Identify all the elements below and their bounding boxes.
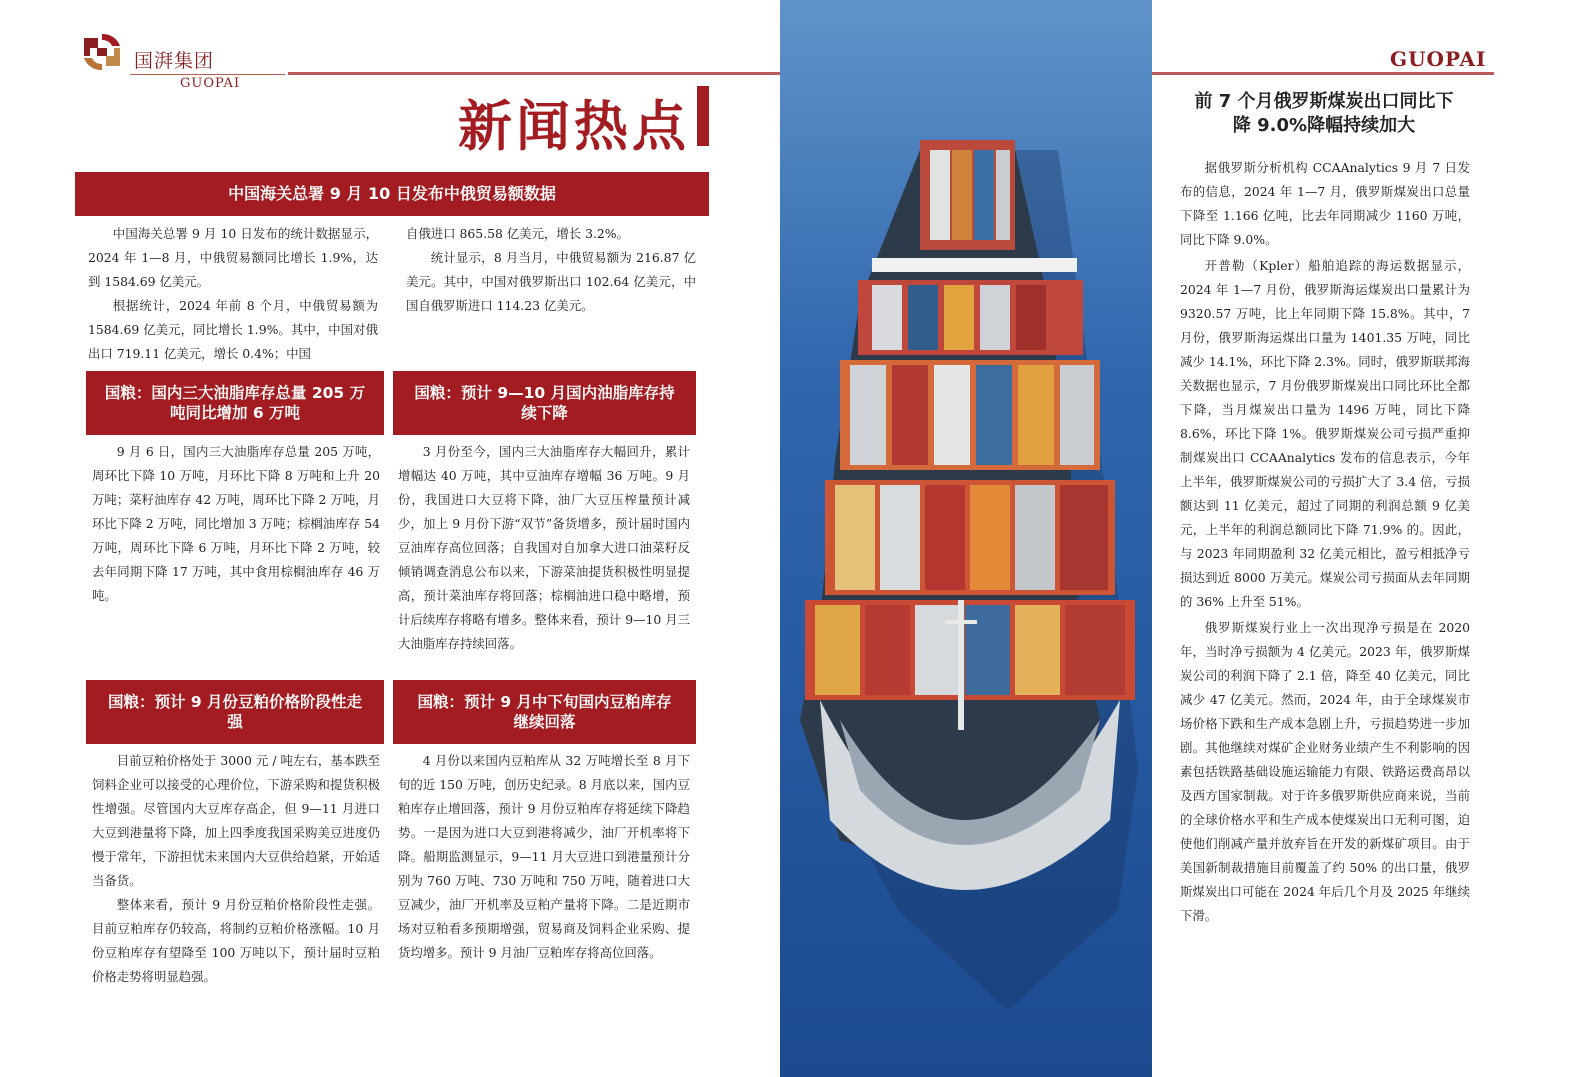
article-1-col-1	[88, 222, 378, 366]
article-5-body	[398, 749, 690, 965]
article-1-col-2	[406, 222, 696, 318]
header-rule-right	[1152, 72, 1494, 75]
brand-name-en: GUOPAI	[180, 76, 241, 91]
article-6-title-line-1: 前 7 个月俄罗斯煤炭出口同比下	[1194, 91, 1454, 112]
paragraph: 开普勒（Kpler）船舶追踪的海运数据显示，2024 年 1—7 月份，俄罗斯海运煤炭出口量累计为 9320.57 万吨，比上年同期下降 15.8%。其中，7 月份，俄罗斯海运煤出口量为 1401.35 万吨，同比减少 14.1%，环比下降 2.3%。同时，俄罗斯联邦海关数据也显示，7 月份俄罗斯煤炭出口同比环比全都下降，当月煤炭出口量为 1496 万吨，同比下降 8.6%，环比下降 1%。俄罗斯煤炭公司亏损严重抑制煤炭出口 CCAAnalytics 发布的信息表示，今年上半年，俄罗斯煤炭公司的亏损扩大了 3.4 倍，亏损额达到 11 亿美元，超过了同期的利润总额 9 亿美元，上半年的利润总额同比下降 71.9% 的。因此，与 2023 年同期盈利 32 亿美元相比，盈亏相抵净亏损达到近 8000 万美元。煤炭公司亏损面从去年同期的 36% 上升至 51%。	[1180, 258, 1470, 609]
article-3-body	[398, 440, 690, 656]
paragraph: 4 月份以来国内豆粕库从 32 万吨增长至 8 月下旬的近 150 万吨，创历史纪录。8 月底以来，国内豆粕库存止增回落，预计 9 月份豆粕库存将延续下降趋势。一是因为进口大豆到港将减少，油厂开机率将下降。船期监测显示，9—11 月大豆进口到港量预计分别为 760 万吨、730 万吨和 750 万吨，随着进口大豆减少，油厂开机率及豆粕产量将下降。二是近期市场对豆粕看多预期增强，贸易商及饲料企业采购、提货均增多。预计 9 月油厂豆粕库存将高位回落。	[398, 753, 690, 960]
paragraph: 据俄罗斯分析机构 CCAAnalytics 9 月 7 日发布的信息，2024 年 1—7 月，俄罗斯煤炭出口总量下降至 1.166 亿吨，比去年同期减少 1160 万吨，同比下降 9.0%。	[1180, 160, 1470, 247]
header-rule-thin	[130, 74, 285, 75]
article-2-body	[92, 440, 380, 608]
article-1-title: 中国海关总署 9 月 10 日发布中俄贸易额数据	[228, 183, 556, 203]
guopai-logo-icon	[80, 32, 124, 72]
brand-name-cn: 国湃集团	[134, 50, 215, 72]
article-4-title-line-2: 强	[227, 713, 243, 731]
paragraph: 中国海关总署 9 月 10 日发布的统计数据显示，2024 年 1—8 月，中俄贸易额同比增长 1.9%，达到 1584.69 亿美元。	[88, 226, 378, 289]
article-6-title	[1178, 90, 1470, 138]
brand-name-right: GUOPAI	[1390, 47, 1487, 71]
article-1-title-banner	[75, 172, 709, 216]
article-6-title-line-2: 降 9.0%降幅持续加大	[1232, 115, 1416, 136]
article-2-title-line-2: 吨同比增加 6 万吨	[169, 404, 301, 422]
article-2-title-banner	[86, 371, 384, 435]
article-4-body	[92, 749, 380, 989]
container-ship-photo	[780, 0, 1152, 1077]
paragraph: 根据统计，2024 年前 8 个月，中俄贸易额为 1584.69 亿美元，同比增长 1.9%。其中，中国对俄出口 719.11 亿美元，增长 0.4%；中国	[88, 298, 378, 361]
paragraph: 整体来看，预计 9 月份豆粕价格阶段性走强。目前豆粕库存仍较高，将制约豆粕价格涨幅。10 月份豆粕库存有望降至 100 万吨以下，预计届时豆粕价格走势将明显趋强。	[92, 897, 380, 984]
paragraph: 统计显示，8 月当月，中俄贸易额为 216.87 亿美元。其中，中国对俄罗斯出口 102.64 亿美元，中国自俄罗斯进口 114.23 亿美元。	[406, 250, 696, 313]
article-4-title-line-1: 国粮：预计 9 月份豆粕价格阶段性走	[107, 692, 363, 711]
section-title: 新闻热点	[458, 95, 690, 158]
paragraph: 9 月 6 日，国内三大油脂库存总量 205 万吨，周环比下降 10 万吨，月环比下降 8 万吨和上升 20 万吨；菜籽油库存 42 万吨，周环比下降 2 万吨，月环比下降 2 万吨，同比增加 3 万吨；棕榈油库存 54 万吨，周环比下降 6 万吨，月环比下降 2 万吨，较去年同期下降 17 万吨，其中食用棕榈油库存 46 万吨。	[92, 444, 380, 603]
article-5-title-line-1: 国粮：预计 9 月中下旬国内豆粕库存	[417, 692, 672, 711]
article-5-title-line-2: 继续回落	[513, 713, 576, 731]
paragraph: 俄罗斯煤炭行业上一次出现净亏损是在 2020 年，当时净亏损额为 4 亿美元。2023 年，俄罗斯煤炭公司的利润下降了 2.1 倍，降至 40 亿美元，同比减少 47 亿美元。然而，2024 年，由于全球煤炭市场价格下跌和生产成本急剧上升，亏损趋势进一步加剧。其他继续对煤矿企业财务业绩产生不利影响的因素包括铁路基础设施运输能力有限、铁路运费高昂以及西方国家制裁。对于许多俄罗斯供应商来说，当前的全球价格水平和生产成本使煤炭出口无利可图，迫使他们削减产量并放弃旨在开发的新煤矿项目。由于美国新制裁措施目前覆盖了约 50% 的出口量，俄罗斯煤炭出口可能在 2024 年后几个月及 2025 年继续下滑。	[1180, 620, 1470, 923]
article-3-title-line-1: 国粮：预计 9—10 月国内油脂库存持	[414, 383, 675, 402]
paragraph: 3 月份至今，国内三大油脂库存大幅回升，累计增幅达 40 万吨，其中豆油库存增幅 36 万吨。9 月份，我国进口大豆将下降，油厂大豆压榨量预计减少，加上 9 月份下游“双节”备货增多，预计届时国内豆油库存高位回落；自我国对自加拿大进口油菜籽反倾销调查消息公布以来，下游菜油提货积极性明显提高，预计菜油库存将回落；棕榈油进口稳中略增，预计后续库存将略有增多。整体来看，预计 9—10 月三大油脂库存持续回落。	[398, 444, 690, 651]
paragraph: 目前豆粕价格处于 3000 元 / 吨左右，基本跌至饲料企业可以接受的心理价位，下游采购和提货积极性增强。尽管国内大豆库存高企，但 9—11 月进口大豆到港量将下降，加上四季度我国采购美豆进度仍慢于常年，下游担忧未来国内大豆供给趋紧，开始适当备货。	[92, 753, 380, 888]
header-rule-left	[288, 72, 780, 75]
paragraph: 自俄进口 865.58 亿美元，增长 3.2%。	[406, 226, 629, 241]
article-3-title-banner	[393, 371, 696, 435]
section-title-bar	[697, 86, 709, 146]
article-6-body	[1180, 156, 1470, 928]
article-5-title-banner	[393, 680, 696, 744]
article-4-title-banner	[86, 680, 384, 744]
article-3-title-line-2: 续下降	[521, 404, 568, 422]
article-2-title-line-1: 国粮：国内三大油脂库存总量 205 万	[104, 383, 366, 402]
